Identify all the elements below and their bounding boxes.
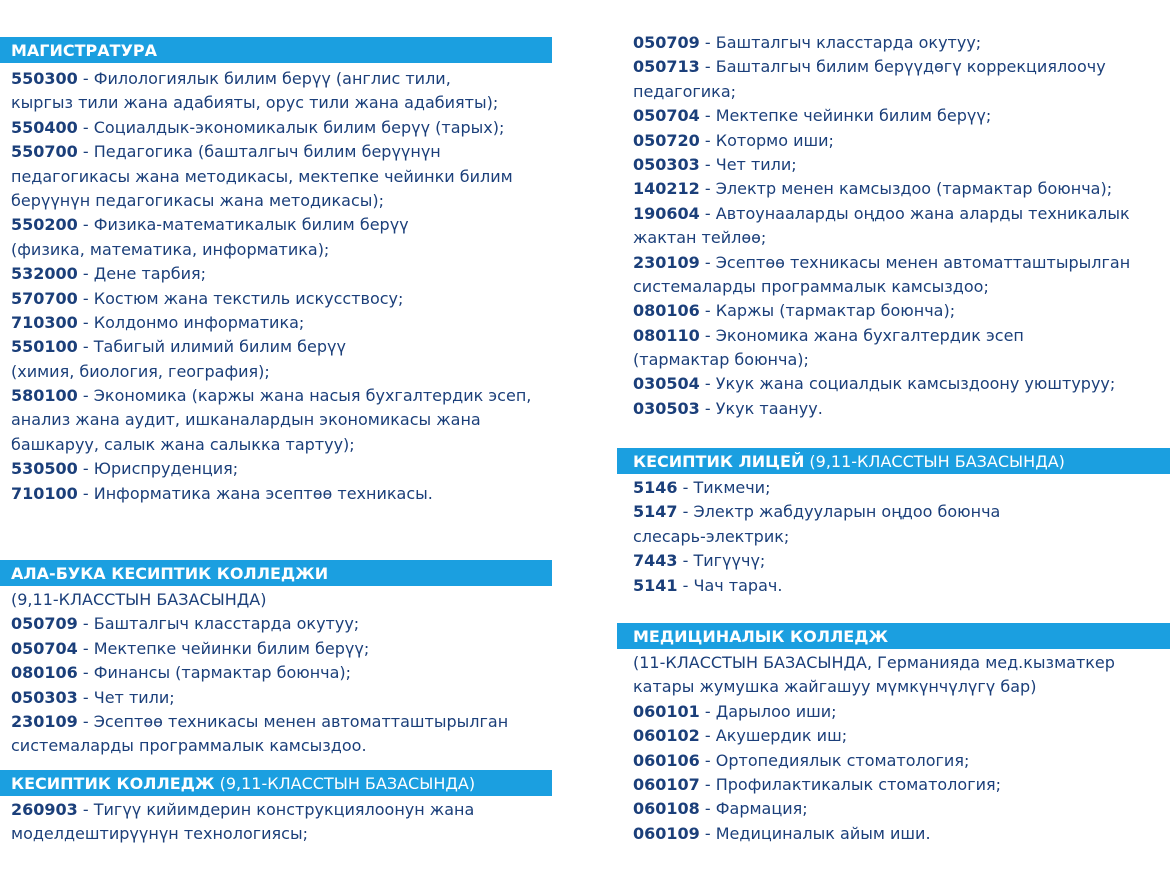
program-line (633, 476, 1000, 500)
section-title: МЕДИЦИНАЛЫК КОЛЛЕДЖ (633, 627, 889, 646)
program-text: - Филологиялык билим берүү (англис тили, (77, 69, 451, 88)
program-text: - Тикмечи; (677, 478, 771, 497)
program-line (633, 55, 1130, 79)
program-line (633, 251, 1130, 275)
program-line (633, 153, 1130, 177)
program-list (11, 588, 508, 759)
section-header-alabuka (0, 560, 552, 586)
program-text: - Электр менен камсыздоо (тармактар боюнча); (699, 179, 1113, 199)
program-line (11, 433, 531, 457)
program-line (633, 129, 1130, 153)
program-line (11, 335, 531, 359)
program-code: 050709 (633, 33, 700, 52)
program-code: 050704 (633, 106, 700, 126)
program-text: берүүнүн педагогикасы жана методикасы); (11, 190, 385, 210)
program-text: - Дарылоо иши; (699, 701, 837, 721)
program-line (633, 822, 1115, 846)
section-header-medical (617, 623, 1170, 649)
program-text: - Башталгыч класстарда окутуу; (77, 614, 360, 634)
program-code: 050709 (11, 614, 78, 634)
program-code: 050303 (633, 154, 700, 174)
program-code: 060108 (633, 799, 700, 819)
program-line (11, 457, 531, 481)
program-line (11, 165, 531, 189)
section-title: МАГИСТРАТУРА (11, 41, 158, 60)
program-text: - Мектепке чейинки билим берүү; (77, 638, 370, 658)
program-line (633, 372, 1130, 396)
program-code: 060109 (633, 823, 700, 843)
program-line (11, 116, 531, 140)
program-line (633, 797, 1115, 821)
program-line (11, 311, 531, 335)
program-text: моделдештирүүнүн технологиясы; (11, 824, 308, 844)
program-text: - Башталгыч класстарда окутуу; (699, 33, 982, 52)
program-line (11, 734, 508, 758)
program-line (11, 238, 531, 262)
program-line (11, 637, 508, 661)
program-text: (11-КЛАССТЫН БАЗАСЫНДА, Германияда мед.кызматкер (633, 653, 1115, 672)
program-text: - Юриспруденция; (77, 459, 239, 479)
program-line (11, 91, 531, 115)
program-code: 230109 (633, 252, 700, 272)
program-code: 050303 (11, 687, 78, 707)
program-code: 080106 (11, 663, 78, 683)
program-code: 080110 (633, 325, 700, 345)
program-line (633, 574, 1000, 598)
program-text: - Тигүү кийимдерин конструкциялоонун жана (77, 800, 475, 819)
program-list (11, 67, 531, 506)
program-code: 050713 (633, 57, 700, 77)
program-line (633, 31, 1130, 55)
program-text: - Медициналык айым иши. (699, 823, 931, 843)
program-code: 190604 (633, 203, 700, 223)
program-text: - Информатика жана эсептөө техникасы. (77, 483, 433, 503)
program-text: - Педагогика (башталгыч билим берүүнүн (77, 142, 441, 162)
program-text: - Колдонмо информатика; (77, 312, 305, 332)
program-line (633, 226, 1130, 250)
program-line (633, 749, 1115, 773)
program-line (633, 773, 1115, 797)
program-text: - Акушердик иш; (699, 726, 848, 746)
program-text: - Котормо иши; (699, 130, 834, 150)
program-code: 550100 (11, 337, 78, 357)
program-text: - Эсептөө техникасы менен автоматташтырылган (699, 252, 1131, 272)
section-header-licey (617, 448, 1170, 474)
program-text: - Чач тарач. (677, 575, 783, 595)
program-line (11, 822, 474, 846)
program-line (633, 80, 1130, 104)
program-line (633, 177, 1130, 201)
section-title: АЛА-БУКА КЕСИПТИК КОЛЛЕДЖИ (11, 564, 329, 583)
program-code: 230109 (11, 711, 78, 731)
program-code: 030504 (633, 374, 700, 394)
program-line (11, 189, 531, 213)
program-line (633, 299, 1130, 323)
program-text: - Чет тили; (77, 687, 175, 707)
program-line (11, 710, 508, 734)
program-text: системаларды программалык камсыздоо. (11, 736, 367, 756)
program-text: катары жумушка жайгашуу мүмкүнчүлүгү бар) (633, 677, 1037, 697)
program-line (633, 549, 1000, 573)
program-line (633, 700, 1115, 724)
program-code: 030503 (633, 398, 700, 418)
program-code: 5141 (633, 575, 678, 595)
program-text: - Каржы (тармактар боюнча); (699, 301, 956, 321)
program-code: 550200 (11, 215, 78, 235)
program-line (633, 525, 1000, 549)
program-code: 710300 (11, 312, 78, 332)
program-code: 5146 (633, 478, 678, 497)
program-text: (9,11-КЛАССТЫН БАЗАСЫНДА) (11, 590, 267, 609)
program-line (11, 213, 531, 237)
program-code: 580100 (11, 386, 78, 406)
program-line (633, 104, 1130, 128)
program-code: 050720 (633, 130, 700, 150)
program-text: (физика, математика, информатика); (11, 239, 330, 259)
program-code: 7443 (633, 551, 678, 571)
program-line (633, 724, 1115, 748)
program-code: 532000 (11, 264, 78, 284)
program-text: - Укук таануу. (699, 398, 823, 418)
program-text: - Фармация; (699, 799, 808, 819)
program-line (11, 287, 531, 311)
program-code: 550700 (11, 142, 78, 162)
program-code: 140212 (633, 179, 700, 199)
program-text: - Костюм жана текстиль искусствосу; (77, 288, 404, 308)
program-code: 260903 (11, 800, 78, 819)
program-text: кыргыз тили жана адабияты, орус тили жана адабияты); (11, 93, 499, 113)
program-code: 5147 (633, 502, 678, 522)
program-line (11, 408, 531, 432)
program-text: - Башталгыч билим берүүдөгү коррекциялоочу (699, 57, 1106, 77)
program-list (633, 476, 1000, 598)
program-code: 060107 (633, 774, 700, 794)
program-line (11, 798, 474, 822)
program-code: 050704 (11, 638, 78, 658)
program-text: - Физика-математикалык билим берүү (77, 215, 409, 235)
program-line (633, 500, 1000, 524)
section-header-kesiptik-kolledj (0, 770, 552, 796)
section-header-magistratura (0, 37, 552, 63)
program-text: башкаруу, салык жана салыкка тартуу); (11, 434, 355, 454)
section-subtitle: (9,11-КЛАССТЫН БАЗАСЫНДА) (804, 452, 1065, 471)
program-text: - Укук жана социалдык камсыздоону уюштуруу; (699, 374, 1116, 394)
program-line (11, 661, 508, 685)
program-text: - Ортопедиялык стоматология; (699, 750, 970, 770)
program-text: - Дене тарбия; (77, 264, 207, 284)
program-text: (химия, биология, география); (11, 361, 270, 381)
program-line (633, 348, 1130, 372)
program-text: анализ жана аудит, ишканалардын экономикасы жана (11, 410, 481, 430)
program-text: слесарь-электрик; (633, 526, 790, 546)
section-subtitle: (9,11-КЛАССТЫН БАЗАСЫНДА) (214, 774, 476, 793)
section-title: КЕСИПТИК КОЛЛЕДЖ (11, 774, 215, 793)
program-code: 080106 (633, 301, 700, 321)
section-title: КЕСИПТИК ЛИЦЕЙ (633, 452, 805, 471)
program-text: - Мектепке чейинки билим берүү; (699, 106, 992, 126)
program-text: - Автоунааларды оңдоо жана аларды техникалык (699, 203, 1130, 223)
program-list (11, 798, 474, 847)
program-line (633, 202, 1130, 226)
program-code: 550400 (11, 117, 78, 137)
program-line (11, 262, 531, 286)
program-line (11, 686, 508, 710)
program-line (11, 360, 531, 384)
program-text: педагогика; (633, 81, 737, 101)
program-line (633, 651, 1115, 675)
program-list (633, 651, 1115, 846)
program-text: - Чет тили; (699, 154, 797, 174)
program-text: - Социалдык-экономикалык билим берүү (тарых); (77, 117, 505, 137)
program-list (633, 31, 1130, 421)
program-code: 060101 (633, 701, 700, 721)
program-line (633, 275, 1130, 299)
program-code: 060106 (633, 750, 700, 770)
program-text: педагогикасы жана методикасы, мектепке чейинки билим (11, 166, 513, 186)
program-line (11, 482, 531, 506)
program-line (633, 675, 1115, 699)
program-code: 550300 (11, 69, 78, 88)
program-line (11, 588, 508, 612)
program-code: 710100 (11, 483, 78, 503)
program-text: системаларды программалык камсыздоо; (633, 276, 989, 296)
program-line (11, 384, 531, 408)
program-text: - Финансы (тармактар боюнча); (77, 663, 352, 683)
program-code: 570700 (11, 288, 78, 308)
program-text: - Электр жабдууларын оңдоо боюнча (677, 502, 1001, 522)
program-text: - Профилактикалык стоматология; (699, 774, 1002, 794)
program-code: 530500 (11, 459, 78, 479)
program-line (633, 397, 1130, 421)
program-text: - Экономика (каржы жана насыя бухгалтердик эсеп, (77, 386, 532, 406)
program-line (11, 612, 508, 636)
program-line (11, 140, 531, 164)
program-text: (тармактар боюнча); (633, 350, 809, 370)
program-text: - Табигый илимий билим берүү (77, 337, 346, 357)
program-line (11, 67, 531, 91)
program-text: жактан тейлөө; (633, 228, 767, 248)
program-text: - Экономика жана бухгалтердик эсеп (699, 325, 1024, 345)
program-text: - Эсептөө техникасы менен автоматташтырылган (77, 711, 509, 731)
program-code: 060102 (633, 726, 700, 746)
program-text: - Тигүүчү; (677, 551, 766, 571)
program-line (633, 324, 1130, 348)
